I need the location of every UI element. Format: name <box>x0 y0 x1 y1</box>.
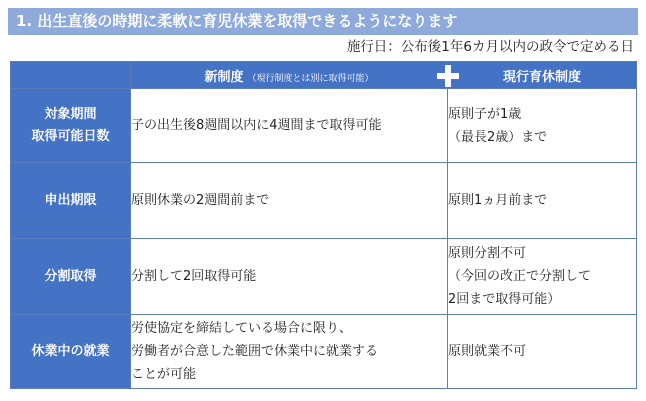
cell-text-line: 分割して2回取得可能 <box>131 269 257 284</box>
table-row <box>11 163 637 239</box>
cell-text-line: 原則子が1歳 <box>448 106 522 122</box>
header-current-system-label: 現行育休制度 <box>502 69 581 85</box>
row-label-target-period <box>11 89 131 163</box>
row-label-line: 取得可能日数 <box>31 128 110 144</box>
cell-text-line: 原則休業の2週間前まで <box>131 193 270 208</box>
header-new-system <box>131 62 448 89</box>
current-system-cell <box>448 163 637 239</box>
row-label-line: 対象期間 <box>44 106 97 122</box>
cell-text-line: （今回の改正で分割して <box>448 269 592 284</box>
plus-icon <box>437 65 459 87</box>
table-row <box>11 89 637 163</box>
cell-text-line: 原則1ヵ月前まで <box>448 193 548 208</box>
table-header-row <box>11 62 637 89</box>
current-system-cell <box>448 315 637 389</box>
header-current-system <box>448 62 637 89</box>
new-system-cell <box>131 163 448 239</box>
new-system-cell <box>131 89 448 163</box>
current-system-cell <box>448 89 637 163</box>
cell-text-line: （最長2歳）まで <box>448 129 548 145</box>
comparison-table <box>10 61 637 389</box>
row-label-application-deadline <box>11 163 131 239</box>
section-title: 1. 出生直後の時期に柔軟に育児休業を取得できるようになります <box>8 8 638 35</box>
row-label-split-acquisition <box>11 239 131 315</box>
cell-text-line: 労使協定を締結している場合に限り、 <box>131 321 353 336</box>
row-label-line: 休業中の就業 <box>31 343 110 359</box>
row-label-line: 分割取得 <box>44 268 97 284</box>
cell-text-line: 子の出生後8週間以内に4週間まで取得可能 <box>131 118 382 133</box>
header-corner-cell <box>11 62 131 89</box>
table-row <box>11 315 637 389</box>
cell-text-line: 原則就業不可 <box>448 344 527 359</box>
row-label-work-during-leave <box>11 315 131 389</box>
current-system-cell <box>448 239 637 315</box>
cell-text-line: 2回まで取得可能） <box>448 292 561 307</box>
new-system-cell <box>131 315 448 389</box>
header-new-system-note: （現行制度とは別に取得可能） <box>247 73 374 84</box>
table-row <box>11 239 637 315</box>
cell-text-line: 労働者が合意した範囲で休業中に就業する <box>131 344 379 359</box>
cell-text-line: 原則分割不可 <box>448 246 527 261</box>
header-new-system-label: 新制度 <box>204 69 244 85</box>
cell-text-line: ことが可能 <box>131 367 197 382</box>
new-system-cell <box>131 239 448 315</box>
row-label-line: 申出期限 <box>44 192 97 208</box>
enforcement-date-note: 施行日：公布後1年6カ月以内の政令で定める日 <box>346 39 634 55</box>
